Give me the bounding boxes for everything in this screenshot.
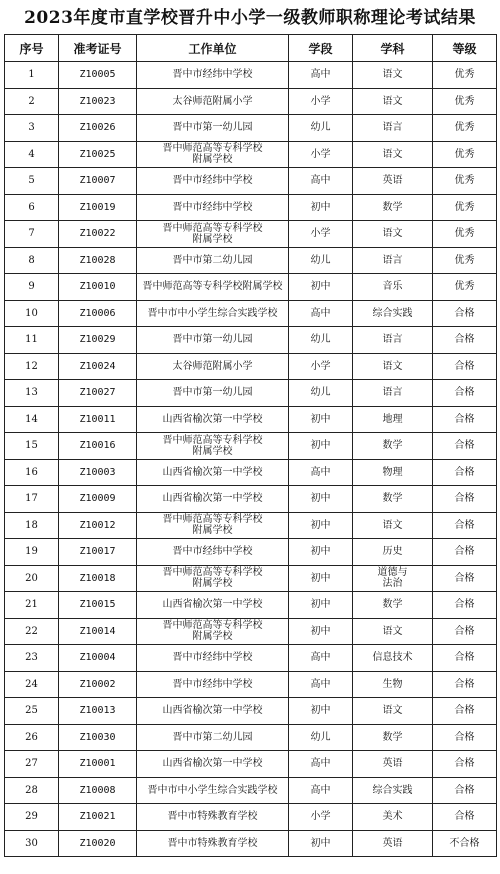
- cell-no: 13: [5, 380, 59, 407]
- cell-grade: 优秀: [433, 247, 497, 274]
- cell-work-unit: 山西省榆次第一中学校: [137, 459, 289, 486]
- cell-stage: 高中: [289, 751, 353, 778]
- cell-no: 14: [5, 406, 59, 433]
- cell-exam-id: Z10027: [59, 380, 137, 407]
- cell-work-unit: 晋中市经纬中学校: [137, 539, 289, 566]
- cell-work-unit: 晋中市第一幼儿园: [137, 327, 289, 354]
- table-header: [5, 35, 497, 62]
- cell-subject: 英语: [353, 168, 433, 195]
- cell-stage: 高中: [289, 168, 353, 195]
- cell-work-unit: 晋中市经纬中学校: [137, 194, 289, 221]
- cell-exam-id: Z10001: [59, 751, 137, 778]
- cell-work-unit: 晋中市特殊教育学校: [137, 804, 289, 831]
- cell-grade: 合格: [433, 751, 497, 778]
- cell-no: 5: [5, 168, 59, 195]
- cell-work-unit: 晋中师范高等专科学校附属学校: [137, 274, 289, 301]
- cell-stage: 高中: [289, 459, 353, 486]
- cell-grade: 合格: [433, 353, 497, 380]
- cell-exam-id: Z10025: [59, 141, 137, 168]
- cell-subject: 语言: [353, 380, 433, 407]
- cell-grade: 优秀: [433, 62, 497, 89]
- cell-work-unit: 晋中市经纬中学校: [137, 62, 289, 89]
- cell-grade: 合格: [433, 486, 497, 513]
- cell-subject: 美术: [353, 804, 433, 831]
- cell-stage: 高中: [289, 777, 353, 804]
- cell-subject: 生物: [353, 671, 433, 698]
- cell-work-unit: 山西省榆次第一中学校: [137, 698, 289, 725]
- cell-exam-id: Z10008: [59, 777, 137, 804]
- cell-no: 6: [5, 194, 59, 221]
- cell-stage: 高中: [289, 671, 353, 698]
- cell-exam-id: Z10015: [59, 592, 137, 619]
- cell-stage: 初中: [289, 406, 353, 433]
- cell-subject: 历史: [353, 539, 433, 566]
- table-row: [5, 512, 497, 539]
- cell-no: 17: [5, 486, 59, 513]
- table-row: [5, 671, 497, 698]
- cell-work-unit: 晋中市经纬中学校: [137, 645, 289, 672]
- cell-subject: 语文: [353, 618, 433, 645]
- table-row: [5, 406, 497, 433]
- cell-grade: 优秀: [433, 168, 497, 195]
- cell-work-unit: 太谷师范附属小学: [137, 88, 289, 115]
- cell-work-unit: 晋中师范高等专科学校 附属学校: [137, 433, 289, 460]
- table-row: [5, 539, 497, 566]
- cell-grade: 合格: [433, 592, 497, 619]
- cell-subject: 综合实践: [353, 777, 433, 804]
- cell-stage: 初中: [289, 194, 353, 221]
- cell-subject: 英语: [353, 830, 433, 857]
- cell-subject: 语言: [353, 247, 433, 274]
- table-body: [5, 62, 497, 857]
- cell-subject: 信息技术: [353, 645, 433, 672]
- header-subject: 学科: [353, 35, 433, 62]
- cell-grade: 合格: [433, 539, 497, 566]
- cell-subject: 语文: [353, 698, 433, 725]
- table-row: [5, 777, 497, 804]
- cell-grade: 合格: [433, 804, 497, 831]
- table-row: [5, 433, 497, 460]
- cell-no: 21: [5, 592, 59, 619]
- table-row: [5, 115, 497, 142]
- cell-grade: 不合格: [433, 830, 497, 857]
- cell-subject: 语文: [353, 62, 433, 89]
- cell-no: 29: [5, 804, 59, 831]
- cell-exam-id: Z10029: [59, 327, 137, 354]
- cell-no: 7: [5, 221, 59, 248]
- cell-grade: 合格: [433, 327, 497, 354]
- cell-no: 25: [5, 698, 59, 725]
- cell-exam-id: Z10020: [59, 830, 137, 857]
- table-row: [5, 247, 497, 274]
- cell-subject: 综合实践: [353, 300, 433, 327]
- table-row: [5, 698, 497, 725]
- cell-exam-id: Z10002: [59, 671, 137, 698]
- cell-no: 3: [5, 115, 59, 142]
- cell-work-unit: 晋中市第二幼儿园: [137, 247, 289, 274]
- cell-stage: 初中: [289, 565, 353, 592]
- cell-no: 22: [5, 618, 59, 645]
- cell-subject: 数学: [353, 194, 433, 221]
- cell-subject: 地理: [353, 406, 433, 433]
- cell-subject: 道德与 法治: [353, 565, 433, 592]
- header-stage: 学段: [289, 35, 353, 62]
- cell-work-unit: 晋中市第一幼儿园: [137, 380, 289, 407]
- cell-exam-id: Z10024: [59, 353, 137, 380]
- cell-no: 8: [5, 247, 59, 274]
- cell-no: 24: [5, 671, 59, 698]
- cell-no: 9: [5, 274, 59, 301]
- cell-stage: 幼儿: [289, 247, 353, 274]
- cell-work-unit: 晋中市经纬中学校: [137, 671, 289, 698]
- cell-work-unit: 山西省榆次第一中学校: [137, 406, 289, 433]
- cell-grade: 合格: [433, 724, 497, 751]
- cell-subject: 语文: [353, 353, 433, 380]
- cell-grade: 合格: [433, 565, 497, 592]
- cell-stage: 小学: [289, 221, 353, 248]
- cell-exam-id: Z10009: [59, 486, 137, 513]
- cell-exam-id: Z10014: [59, 618, 137, 645]
- cell-work-unit: 晋中市中小学生综合实践学校: [137, 300, 289, 327]
- cell-stage: 高中: [289, 645, 353, 672]
- cell-work-unit: 晋中师范高等专科学校 附属学校: [137, 141, 289, 168]
- table-row: [5, 380, 497, 407]
- cell-work-unit: 晋中市特殊教育学校: [137, 830, 289, 857]
- table-row: [5, 830, 497, 857]
- cell-subject: 语文: [353, 141, 433, 168]
- cell-no: 2: [5, 88, 59, 115]
- cell-exam-id: Z10012: [59, 512, 137, 539]
- table-row: [5, 88, 497, 115]
- cell-exam-id: Z10007: [59, 168, 137, 195]
- cell-exam-id: Z10026: [59, 115, 137, 142]
- cell-no: 18: [5, 512, 59, 539]
- cell-stage: 小学: [289, 88, 353, 115]
- cell-no: 11: [5, 327, 59, 354]
- table-row: [5, 724, 497, 751]
- cell-subject: 数学: [353, 433, 433, 460]
- cell-work-unit: 晋中市第一幼儿园: [137, 115, 289, 142]
- table-row: [5, 221, 497, 248]
- cell-work-unit: 晋中市经纬中学校: [137, 168, 289, 195]
- header-id: 准考证号: [59, 35, 137, 62]
- cell-grade: 合格: [433, 300, 497, 327]
- cell-work-unit: 太谷师范附属小学: [137, 353, 289, 380]
- table-row: [5, 274, 497, 301]
- cell-grade: 合格: [433, 777, 497, 804]
- cell-subject: 数学: [353, 592, 433, 619]
- table-row: [5, 592, 497, 619]
- cell-stage: 初中: [289, 433, 353, 460]
- cell-stage: 小学: [289, 141, 353, 168]
- cell-subject: 数学: [353, 486, 433, 513]
- table-row: [5, 300, 497, 327]
- cell-stage: 幼儿: [289, 115, 353, 142]
- cell-stage: 高中: [289, 300, 353, 327]
- cell-grade: 优秀: [433, 88, 497, 115]
- cell-stage: 初中: [289, 698, 353, 725]
- cell-no: 16: [5, 459, 59, 486]
- cell-stage: 初中: [289, 512, 353, 539]
- results-table: [4, 34, 497, 857]
- table-row: [5, 618, 497, 645]
- cell-exam-id: Z10011: [59, 406, 137, 433]
- cell-exam-id: Z10028: [59, 247, 137, 274]
- cell-exam-id: Z10013: [59, 698, 137, 725]
- table-row: [5, 459, 497, 486]
- cell-subject: 英语: [353, 751, 433, 778]
- cell-grade: 合格: [433, 618, 497, 645]
- table-row: [5, 353, 497, 380]
- table-row: [5, 194, 497, 221]
- cell-grade: 优秀: [433, 221, 497, 248]
- cell-work-unit: 晋中师范高等专科学校 附属学校: [137, 221, 289, 248]
- cell-subject: 语言: [353, 115, 433, 142]
- cell-grade: 合格: [433, 459, 497, 486]
- cell-grade: 合格: [433, 512, 497, 539]
- cell-stage: 幼儿: [289, 380, 353, 407]
- cell-subject: 数学: [353, 724, 433, 751]
- cell-stage: 幼儿: [289, 327, 353, 354]
- cell-no: 12: [5, 353, 59, 380]
- cell-no: 10: [5, 300, 59, 327]
- cell-no: 26: [5, 724, 59, 751]
- cell-work-unit: 山西省榆次第一中学校: [137, 486, 289, 513]
- cell-exam-id: Z10021: [59, 804, 137, 831]
- cell-stage: 初中: [289, 592, 353, 619]
- cell-work-unit: 山西省榆次第一中学校: [137, 751, 289, 778]
- cell-subject: 语文: [353, 88, 433, 115]
- cell-grade: 优秀: [433, 274, 497, 301]
- cell-grade: 合格: [433, 433, 497, 460]
- cell-stage: 初中: [289, 486, 353, 513]
- cell-no: 15: [5, 433, 59, 460]
- cell-stage: 初中: [289, 274, 353, 301]
- cell-exam-id: Z10010: [59, 274, 137, 301]
- cell-no: 30: [5, 830, 59, 857]
- cell-stage: 小学: [289, 804, 353, 831]
- cell-work-unit: 晋中师范高等专科学校 附属学校: [137, 565, 289, 592]
- cell-subject: 语文: [353, 512, 433, 539]
- cell-exam-id: Z10006: [59, 300, 137, 327]
- cell-stage: 高中: [289, 62, 353, 89]
- cell-subject: 语文: [353, 221, 433, 248]
- cell-exam-id: Z10023: [59, 88, 137, 115]
- cell-exam-id: Z10017: [59, 539, 137, 566]
- cell-grade: 优秀: [433, 115, 497, 142]
- cell-exam-id: Z10016: [59, 433, 137, 460]
- table-row: [5, 751, 497, 778]
- cell-no: 4: [5, 141, 59, 168]
- table-row: [5, 565, 497, 592]
- cell-subject: 语言: [353, 327, 433, 354]
- cell-work-unit: 山西省榆次第一中学校: [137, 592, 289, 619]
- cell-exam-id: Z10004: [59, 645, 137, 672]
- table-row: [5, 327, 497, 354]
- table-row: [5, 486, 497, 513]
- cell-grade: 合格: [433, 698, 497, 725]
- cell-stage: 初中: [289, 539, 353, 566]
- cell-exam-id: Z10019: [59, 194, 137, 221]
- table-row: [5, 645, 497, 672]
- cell-stage: 初中: [289, 618, 353, 645]
- cell-no: 27: [5, 751, 59, 778]
- cell-grade: 合格: [433, 406, 497, 433]
- header-unit: 工作单位: [137, 35, 289, 62]
- cell-no: 23: [5, 645, 59, 672]
- cell-work-unit: 晋中市第二幼儿园: [137, 724, 289, 751]
- header-no: 序号: [5, 35, 59, 62]
- cell-grade: 优秀: [433, 194, 497, 221]
- table-row: [5, 804, 497, 831]
- cell-exam-id: Z10005: [59, 62, 137, 89]
- cell-stage: 初中: [289, 830, 353, 857]
- cell-grade: 优秀: [433, 141, 497, 168]
- cell-grade: 合格: [433, 380, 497, 407]
- cell-stage: 小学: [289, 353, 353, 380]
- cell-subject: 音乐: [353, 274, 433, 301]
- cell-no: 20: [5, 565, 59, 592]
- cell-work-unit: 晋中师范高等专科学校 附属学校: [137, 512, 289, 539]
- header-row: [5, 35, 497, 62]
- cell-stage: 幼儿: [289, 724, 353, 751]
- cell-exam-id: Z10022: [59, 221, 137, 248]
- cell-work-unit: 晋中市中小学生综合实践学校: [137, 777, 289, 804]
- document-title: 2023年度市直学校晋升中小学一级教师职称理论考试结果: [24, 8, 476, 28]
- cell-no: 19: [5, 539, 59, 566]
- cell-exam-id: Z10018: [59, 565, 137, 592]
- table-row: [5, 168, 497, 195]
- cell-exam-id: Z10003: [59, 459, 137, 486]
- cell-grade: 合格: [433, 671, 497, 698]
- table-row: [5, 62, 497, 89]
- cell-no: 1: [5, 62, 59, 89]
- cell-no: 28: [5, 777, 59, 804]
- cell-work-unit: 晋中师范高等专科学校 附属学校: [137, 618, 289, 645]
- cell-subject: 物理: [353, 459, 433, 486]
- cell-grade: 合格: [433, 645, 497, 672]
- cell-exam-id: Z10030: [59, 724, 137, 751]
- table-row: [5, 141, 497, 168]
- header-grade: 等级: [433, 35, 497, 62]
